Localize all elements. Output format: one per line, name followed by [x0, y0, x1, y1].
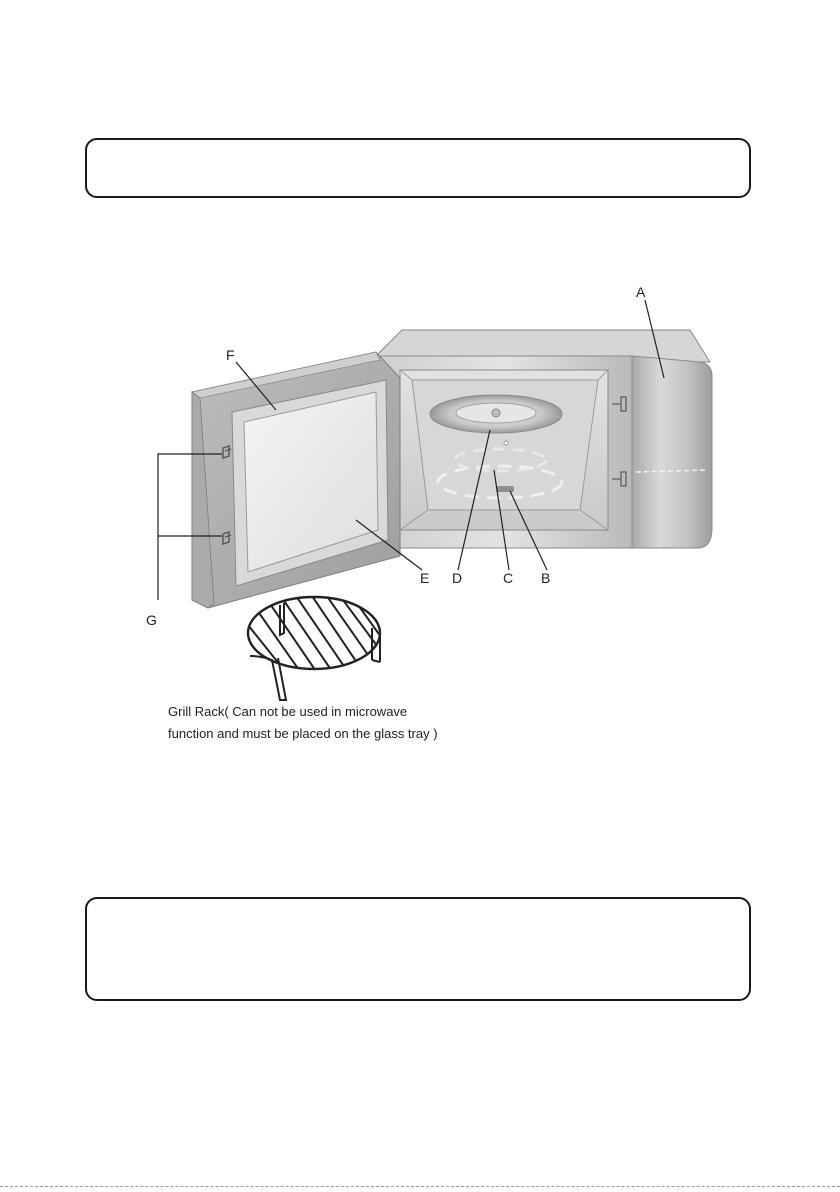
- label-c: C: [503, 570, 514, 586]
- label-d: D: [452, 570, 463, 586]
- turntable-shaft: [496, 486, 514, 492]
- label-g: G: [146, 612, 157, 628]
- control-panel: [632, 356, 712, 548]
- label-f: F: [226, 347, 235, 363]
- grill-rack-caption-line-2: function and must be placed on the glass tray ): [168, 726, 438, 741]
- section-heading-box-bottom: [85, 897, 751, 1001]
- microwave-door: [192, 352, 400, 608]
- page-bottom-divider: [0, 1186, 840, 1187]
- label-a: A: [636, 284, 646, 300]
- label-e: E: [420, 570, 430, 586]
- grill-rack-caption-line-1: Grill Rack( Can not be used in microwave: [168, 704, 408, 719]
- microwave-body: [376, 330, 712, 548]
- label-b: B: [541, 570, 551, 586]
- grill-rack: [236, 590, 396, 700]
